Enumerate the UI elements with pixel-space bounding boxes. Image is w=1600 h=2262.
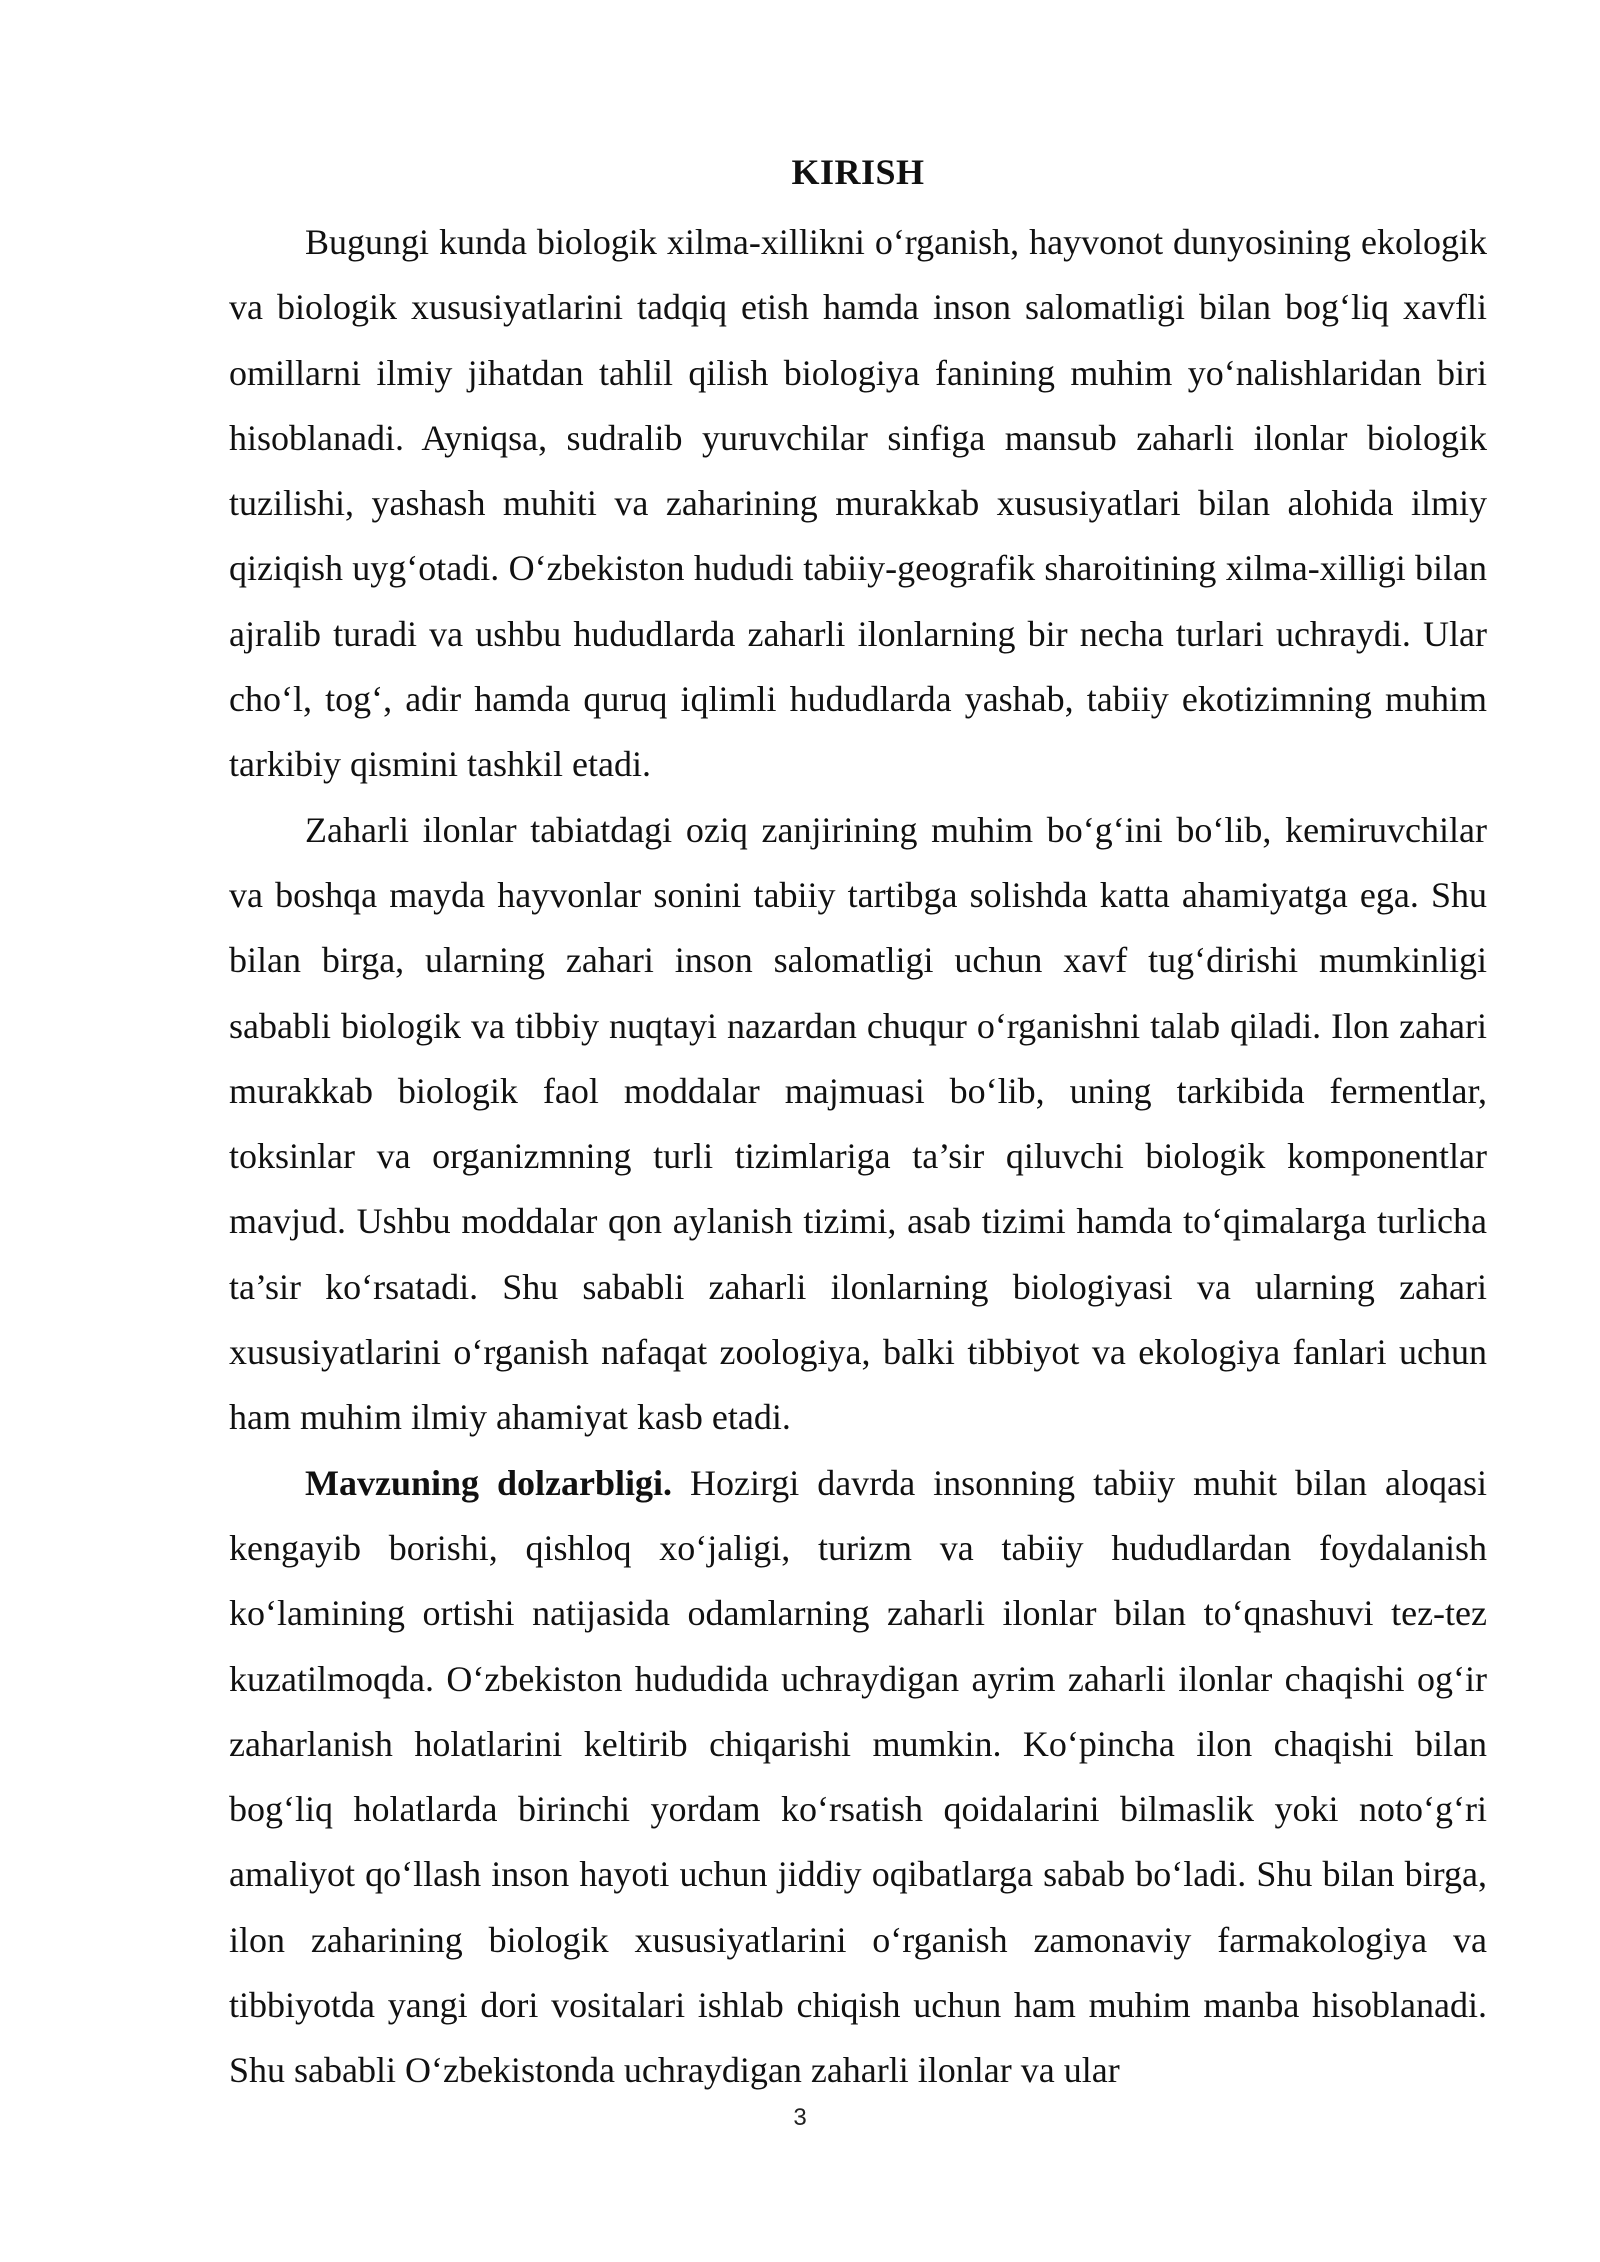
paragraph-intro-text: Bugungi kunda biologik xilma-xillikni o‘rganish, hayvonot dunyosining ekologik va biologik xususiyatlarini tadqiq etish hamda inson salomatligi bilan bog‘liq xavfli omillarni ilmiy jihatdan tahlil qilish biologiya fanining muhim yo‘nalishlaridan biri hisoblanadi. Ayniqsa, sudralib yuruvchilar sinfiga mansub zaharli ilonlar biologik tuzilishi, yashash muhiti va zaharining murakkab xususiyatlari bilan alohida ilmiy qiziqish uyg‘otadi. O‘zbekiston hududi tabiiy-geografik sharoitining xilma-xilligi bilan ajralib turadi va ushbu hududlarda zaharli ilonlarning bir necha turlari uchraydi. Ular cho‘l, tog‘, adir hamda quruq iqlimli hududlarda yashab, tabiiy ekotizimning muhim tarkibiy qismini tashkil etadi. xyxy=(229,222,1487,785)
section-title: KIRISH xyxy=(791,152,925,192)
paragraph-relevance-text: Hozirgi davrda insonning tabiiy muhit bilan aloqasi kengayib borishi, qishloq xo‘jaligi, turizm va tabiiy hududlardan foydalanish ko‘lamining ortishi natijasida odamlarning zaharli ilonlar bilan to‘qnashuvi tez-tez kuzatilmoqda. O‘zbekiston hududida uchraydigan ayrim zaharli ilonlar chaqishi og‘ir zaharlanish holatlarini keltirib chiqarishi mumkin. Ko‘pincha ilon chaqishi bilan bog‘liq holatlarda birinchi yordam ko‘rsatish qoidalarini bilmaslik yoki noto‘g‘ri amaliyot qo‘llash inson hayoti uchun jiddiy oqibatlarga sabab bo‘ladi. Shu bilan birga, ilon zaharining biologik xususiyatlarini o‘rganish zamonaviy farmakologiya va tibbiyotda yangi dori vositalari ishlab chiqish uchun ham muhim manba hisoblanadi. Shu sababli O‘zbekistonda uchraydigan zaharli ilonlar va ular xyxy=(229,1462,1487,2091)
paragraph-venomous-snakes xyxy=(229,798,1487,1451)
paragraph-venomous-snakes-text: Zaharli ilonlar tabiatdagi oziq zanjirining muhim bo‘g‘ini bo‘lib, kemiruvchilar va boshqa mayda hayvonlar sonini tabiiy tartibga solishda katta ahamiyatga ega. Shu bilan birga, ularning zahari inson salomatligi uchun xavf tug‘dirishi mumkinligi sababli biologik va tibbiy nuqtayi nazardan chuqur o‘rganishni talab qiladi. Ilon zahari murakkab biologik faol moddalar majmuasi bo‘lib, uning tarkibida fermentlar, toksinlar va organizmning turli tizimlariga ta’sir qiluvchi biologik komponentlar mavjud. Ushbu moddalar qon aylanish tizimi, asab tizimi hamda to‘qimalarga turlicha ta’sir ko‘rsatadi. Shu sababli zaharli ilonlarning biologiyasi va ularning zahari xususiyatlarini o‘rganish nafaqat zoologiya, balki tibbiyot va ekologiya fanlari uchun ham muhim ilmiy ahamiyat kasb etadi. xyxy=(229,809,1487,1438)
page-number: 3 xyxy=(793,2104,807,2131)
document-page xyxy=(229,140,1487,2104)
paragraph-relevance-lead: Mavzuning dolzarbligi. xyxy=(305,1462,672,1503)
paragraph-intro xyxy=(229,210,1487,798)
paragraph-relevance xyxy=(229,1451,1487,2104)
